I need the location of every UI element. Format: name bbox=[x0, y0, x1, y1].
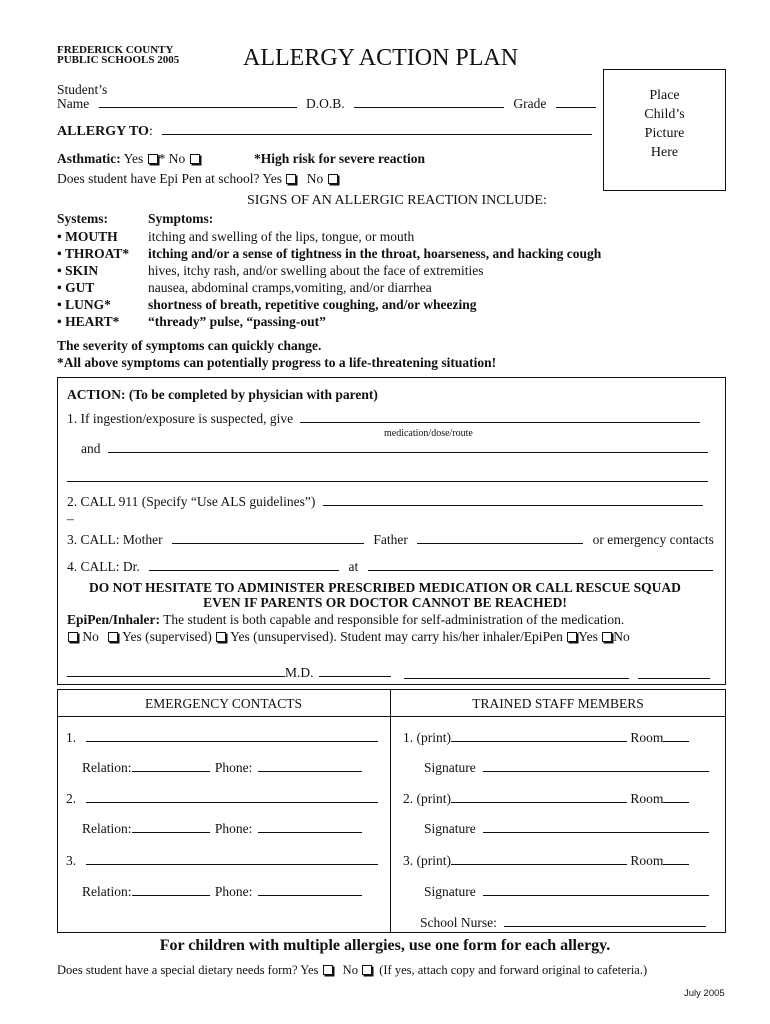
contact-2-details bbox=[82, 821, 362, 837]
symptom-gut: nausea, abdominal cramps,vomiting, and/or diarrhea bbox=[148, 280, 432, 295]
org-line-1: FREDERICK COUNTY bbox=[57, 45, 174, 56]
action-heading-text: ACTION: (To be completed by physician with parent) bbox=[67, 387, 378, 402]
staff-1-signature-field[interactable] bbox=[483, 760, 709, 772]
contact-1-details bbox=[82, 760, 362, 776]
carry-yes-label: Yes bbox=[578, 629, 598, 644]
contact-2-relation-label: Relation: bbox=[82, 821, 132, 836]
contact-3-relation-field[interactable] bbox=[132, 884, 210, 896]
contact-3-name-field[interactable] bbox=[86, 853, 378, 865]
staff-3-room-label: Room bbox=[630, 853, 664, 868]
contact-2-phone-field[interactable] bbox=[258, 821, 362, 833]
asthmatic-no-label: No bbox=[168, 151, 186, 166]
contact-2-name-field[interactable] bbox=[86, 791, 378, 803]
contact-1-name-field[interactable] bbox=[86, 730, 378, 742]
photo-line-1: Place bbox=[649, 88, 680, 103]
parent-date-field[interactable] bbox=[638, 678, 710, 679]
staff-2-print-row bbox=[403, 791, 689, 807]
allergy-field[interactable] bbox=[162, 123, 592, 135]
staff-2-room-field[interactable] bbox=[663, 791, 689, 803]
at-label: at bbox=[348, 559, 359, 574]
emergency-contact-2 bbox=[66, 791, 378, 807]
action-item-1-label: 1. If ingestion/exposure is suspected, give bbox=[67, 411, 294, 426]
emergency-contacts-heading: EMERGENCY CONTACTS bbox=[144, 696, 303, 711]
medication-caption: medication/dose/route bbox=[384, 428, 473, 439]
staff-3-print-label: 3. (print) bbox=[403, 853, 451, 868]
epipen-supervised-label: Yes (supervised) bbox=[122, 629, 212, 644]
epi-yes-checkbox[interactable] bbox=[286, 174, 296, 184]
school-nurse-field[interactable] bbox=[504, 915, 706, 927]
action-item-2-label: 2. CALL 911 (Specify “Use ALS guidelines”) bbox=[67, 494, 316, 509]
dietary-question: Does student have a special dietary needs form? bbox=[57, 963, 298, 977]
action-and-row bbox=[81, 441, 708, 457]
dob-label: D.O.B. bbox=[305, 96, 345, 111]
asthmatic-row bbox=[57, 151, 201, 167]
action-item-4 bbox=[67, 559, 713, 575]
dietary-yes-checkbox[interactable] bbox=[323, 965, 333, 975]
trained-staff-heading: TRAINED STAFF MEMBERS bbox=[472, 696, 644, 711]
contact-1-num: 1. bbox=[66, 730, 77, 745]
staff-1-print-field[interactable] bbox=[451, 730, 627, 742]
system-lung: • LUNG* bbox=[57, 297, 111, 312]
physician-signature-field[interactable] bbox=[67, 665, 285, 677]
progress-warning: *All above symptoms can potentially progress to a life-threatening situation! bbox=[57, 355, 497, 370]
staff-3-print-row bbox=[403, 853, 689, 869]
staff-3-print-field[interactable] bbox=[451, 853, 627, 865]
doctor-label: 4. CALL: Dr. bbox=[67, 559, 140, 574]
doctor-field[interactable] bbox=[149, 559, 339, 571]
staff-1-print-row bbox=[403, 730, 689, 746]
staff-3-signature-field[interactable] bbox=[483, 884, 709, 896]
system-skin: • SKIN bbox=[57, 263, 99, 278]
staff-1-print-label: 1. (print) bbox=[403, 730, 451, 745]
epipen-options bbox=[67, 629, 630, 645]
epipen-supervised-checkbox[interactable] bbox=[108, 632, 118, 642]
org-line-2: PUBLIC SCHOOLS 2005 bbox=[57, 54, 180, 66]
staff-2-signature-row bbox=[424, 821, 709, 837]
contact-3-phone-label: Phone: bbox=[214, 884, 253, 899]
multiple-allergies-note: For children with multiple allergies, use one form for each allergy. bbox=[159, 937, 611, 954]
contact-1-phone-label: Phone: bbox=[214, 760, 253, 775]
staff-3-room-field[interactable] bbox=[663, 853, 689, 865]
page-title: ALLERGY ACTION PLAN bbox=[243, 45, 519, 71]
call-911-field[interactable] bbox=[323, 494, 703, 506]
md-date-field[interactable] bbox=[319, 665, 391, 677]
form-date: July 2005 bbox=[684, 988, 725, 999]
md-signature-row bbox=[67, 665, 391, 681]
epi-no-checkbox[interactable] bbox=[328, 174, 338, 184]
warning-line-1: DO NOT HESITATE TO ADMINISTER PRESCRIBED MEDICATION OR CALL RESCUE SQUAD bbox=[89, 580, 681, 595]
carry-no-label: No bbox=[613, 629, 630, 644]
carry-yes-checkbox[interactable] bbox=[567, 632, 577, 642]
grade-label: Grade bbox=[513, 96, 547, 111]
emergency-contact-1 bbox=[66, 730, 378, 746]
epipen-row bbox=[67, 612, 624, 628]
symptom-throat: itching and/or a sense of tightness in the throat, hoarseness, and hacking cough bbox=[148, 246, 602, 261]
photo-line-3: Picture bbox=[644, 126, 685, 141]
allergy-row: ALLERGY TO: bbox=[57, 123, 592, 140]
systems-list bbox=[57, 228, 129, 330]
asthmatic-star: * bbox=[158, 151, 166, 166]
system-throat: • THROAT* bbox=[57, 246, 130, 261]
contact-2-phone-label: Phone: bbox=[214, 821, 253, 836]
staff-1-signature-row bbox=[424, 760, 709, 776]
grade-field[interactable] bbox=[556, 96, 596, 108]
dietary-row bbox=[57, 963, 647, 978]
staff-2-print-label: 2. (print) bbox=[403, 791, 451, 806]
epipen-unsupervised-checkbox[interactable] bbox=[216, 632, 226, 642]
contact-1-relation-label: Relation: bbox=[82, 760, 132, 775]
epi-no-label: No bbox=[306, 171, 324, 186]
emergency-contact-3 bbox=[66, 853, 378, 869]
symptom-heart: “thready” pulse, “passing-out” bbox=[148, 314, 326, 329]
symptoms-list bbox=[148, 228, 601, 330]
attach-note: (If yes, attach copy and forward original to cafeteria.) bbox=[379, 963, 648, 977]
action-item-3 bbox=[67, 532, 714, 548]
asthmatic-label: Asthmatic: bbox=[57, 151, 121, 166]
staff-1-signature-label: Signature bbox=[424, 760, 476, 775]
epi-question: Does student have Epi Pen at school? bbox=[57, 171, 260, 186]
system-heart: • HEART* bbox=[57, 314, 120, 329]
contact-2-num: 2. bbox=[66, 791, 77, 806]
symptom-lung: shortness of breath, repetitive coughing, and/or wheezing bbox=[148, 297, 477, 312]
name-field[interactable] bbox=[99, 96, 297, 108]
epipen-text: The student is both capable and responsible for self-administration of the medication. bbox=[163, 612, 625, 627]
epipen-no-label: No bbox=[82, 629, 99, 644]
dob-field[interactable] bbox=[354, 96, 504, 108]
org-name bbox=[57, 45, 179, 67]
photo-line-4: Here bbox=[650, 145, 679, 160]
photo-line-2: Child’s bbox=[644, 107, 685, 122]
severity-warning: The severity of symptoms can quickly change. bbox=[57, 338, 322, 353]
staff-2-print-field[interactable] bbox=[451, 791, 627, 803]
contact-1-phone-field[interactable] bbox=[258, 760, 362, 772]
system-gut: • GUT bbox=[57, 280, 95, 295]
staff-1-room-label: Room bbox=[630, 730, 664, 745]
staff-3-signature-label: Signature bbox=[424, 884, 476, 899]
school-nurse-row bbox=[420, 915, 706, 931]
dietary-no-checkbox[interactable] bbox=[362, 965, 372, 975]
contact-1-relation-field[interactable] bbox=[132, 760, 210, 772]
contact-3-details bbox=[82, 884, 362, 900]
dietary-no-label: No bbox=[342, 963, 358, 977]
school-nurse-label: School Nurse: bbox=[420, 915, 497, 930]
name-row bbox=[57, 96, 596, 112]
doctor-phone-field[interactable] bbox=[368, 559, 713, 571]
or-contacts-label: or emergency contacts bbox=[592, 532, 714, 547]
warning-line-2: EVEN IF PARENTS OR DOCTOR CANNOT BE REACHED! bbox=[203, 595, 567, 610]
carry-no-checkbox[interactable] bbox=[602, 632, 612, 642]
epi-row bbox=[57, 171, 339, 187]
symptom-skin: hives, itchy rash, and/or swelling about the face of extremities bbox=[148, 263, 484, 278]
medication-field-1[interactable] bbox=[300, 411, 700, 423]
asthmatic-yes-checkbox[interactable] bbox=[148, 154, 158, 164]
staff-1-room-field[interactable] bbox=[663, 730, 689, 742]
high-risk-note: *High risk for severe reaction bbox=[254, 151, 425, 166]
dietary-yes-label: Yes bbox=[300, 963, 319, 977]
name-label: Name bbox=[57, 96, 90, 111]
father-field[interactable] bbox=[417, 532, 583, 544]
photo-text bbox=[604, 86, 725, 162]
mother-label: 3. CALL: Mother bbox=[67, 532, 163, 547]
photo-box[interactable] bbox=[603, 69, 726, 191]
staff-2-signature-field[interactable] bbox=[483, 821, 709, 833]
staff-2-signature-label: Signature bbox=[424, 821, 476, 836]
contact-3-num: 3. bbox=[66, 853, 77, 868]
contact-3-relation-label: Relation: bbox=[82, 884, 132, 899]
signs-heading: SIGNS OF AN ALLERGIC REACTION INCLUDE: bbox=[247, 193, 547, 208]
epi-yes-label: Yes bbox=[262, 171, 282, 186]
contact-3-phone-field[interactable] bbox=[258, 884, 362, 896]
md-label: M.D. bbox=[285, 665, 314, 680]
action-item-2 bbox=[67, 494, 703, 510]
asthmatic-yes-label: Yes bbox=[123, 151, 144, 166]
dash: – bbox=[67, 511, 74, 526]
action-item-1 bbox=[67, 411, 700, 427]
symptoms-header: Symptoms: bbox=[148, 211, 214, 226]
student-label: Student’s bbox=[57, 82, 108, 97]
and-label: and bbox=[81, 441, 101, 456]
mother-field[interactable] bbox=[172, 532, 364, 544]
epipen-label: EpiPen/Inhaler: bbox=[67, 612, 161, 627]
father-label: Father bbox=[373, 532, 408, 547]
contacts-column-divider bbox=[390, 689, 391, 933]
medication-field-2[interactable] bbox=[108, 441, 708, 453]
symptom-mouth: itching and swelling of the lips, tongue, or mouth bbox=[148, 229, 415, 244]
contacts-header-divider bbox=[57, 716, 726, 717]
allergy-label: ALLERGY TO bbox=[57, 124, 149, 139]
administer-warning bbox=[0, 580, 770, 610]
systems-header: Systems: bbox=[57, 211, 108, 226]
contact-2-relation-field[interactable] bbox=[132, 821, 210, 833]
staff-3-signature-row bbox=[424, 884, 709, 900]
parent-signature-field[interactable] bbox=[404, 678, 629, 679]
epipen-no-checkbox[interactable] bbox=[68, 632, 78, 642]
system-mouth: • MOUTH bbox=[57, 229, 118, 244]
epipen-unsupervised-label: Yes (unsupervised). Student may carry his/her inhaler/EpiPen bbox=[230, 629, 563, 644]
medication-field-3[interactable] bbox=[67, 481, 708, 482]
asthmatic-no-checkbox[interactable] bbox=[190, 154, 200, 164]
staff-2-room-label: Room bbox=[630, 791, 664, 806]
action-heading bbox=[67, 387, 378, 403]
